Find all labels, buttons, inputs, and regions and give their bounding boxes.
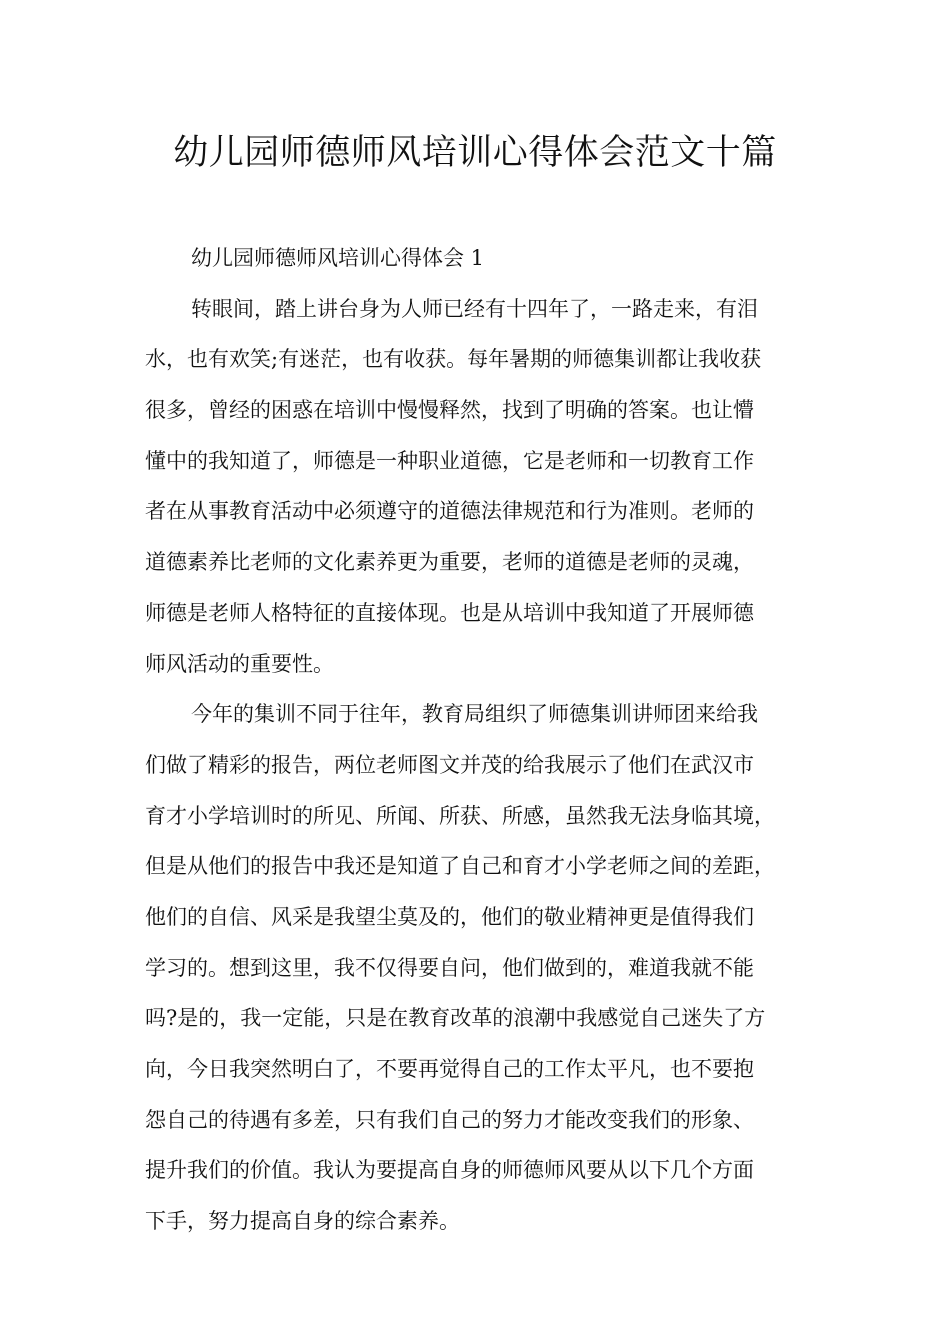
body-text-line: 提升我们的价值。我认为要提高自身的师德师风要从以下几个方面 xyxy=(145,1158,754,1183)
document-body xyxy=(145,233,835,1247)
body-text-line: 怨自己的待遇有多差，只有我们自己的努力才能改变我们的形象、 xyxy=(145,1107,754,1132)
body-text-line: 他们的自信、风采是我望尘莫及的，他们的敬业精神更是值得我们 xyxy=(145,904,754,929)
body-text-line: 吗?是的，我一定能，只是在教育改革的浪潮中我感觉自己迷失了方 xyxy=(145,1006,766,1031)
body-text-line: 学习的。想到这里，我不仅得要自问，他们做到的，难道我就不能 xyxy=(145,955,754,980)
body-text-line: 水，也有欢笑;有迷茫，也有收获。每年暑期的师德集训都让我收获 xyxy=(145,347,762,372)
body-text-line: 师风活动的重要性。 xyxy=(145,651,334,676)
section-heading: 幼儿园师德师风培训心得体会 1 xyxy=(191,246,485,270)
body-text-line: 今年的集训不同于往年，教育局组织了师德集训讲师团来给我 xyxy=(191,702,758,727)
body-text-line: 道德素养比老师的文化素养更为重要，老师的道德是老师的灵魂， xyxy=(145,550,754,575)
body-text-line: 懂中的我知道了，师德是一种职业道德，它是老师和一切教育工作 xyxy=(145,448,754,473)
body-text-line: 但是从他们的报告中我还是知道了自己和育才小学老师之间的差距， xyxy=(145,854,775,879)
body-text-line: 育才小学培训时的所见、所闻、所获、所感，虽然我无法身临其境， xyxy=(145,803,775,828)
body-text-line: 下手，努力提高自身的综合素养。 xyxy=(145,1209,460,1234)
body-text-line: 们做了精彩的报告，两位老师图文并茂的给我展示了他们在武汉市 xyxy=(145,752,754,777)
body-text-line: 师德是老师人格特征的直接体现。也是从培训中我知道了开展师德 xyxy=(145,600,754,625)
body-text-line: 很多，曾经的困惑在培训中慢慢释然，找到了明确的答案。也让懵 xyxy=(145,398,754,423)
body-text-line: 者在从事教育活动中必须遵守的道德法律规范和行为准则。老师的 xyxy=(145,499,754,524)
body-text-line: 向，今日我突然明白了，不要再觉得自己的工作太平凡，也不要抱 xyxy=(145,1057,754,1081)
body-text-line: 转眼间，踏上讲台身为人师已经有十四年了，一路走来，有泪 xyxy=(191,296,758,321)
document-title: 幼儿园师德师风培训心得体会范文十篇 xyxy=(173,133,777,173)
